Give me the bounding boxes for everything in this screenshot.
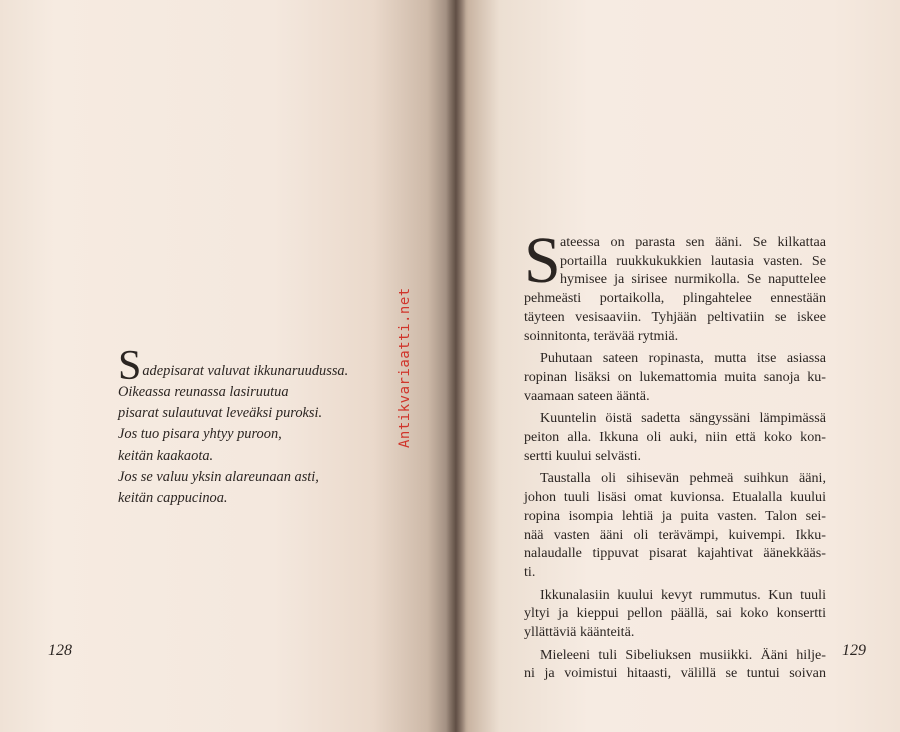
text-line: soinnitonta, terävää rytmiä.: [524, 327, 679, 344]
text-line: ropina isompia lehtiä ja puita vasten. Talon sei-: [524, 507, 826, 524]
text-line: hymisee ja sirisee nurmikolla. Se naputtelee: [560, 271, 826, 288]
poem-initial-letter: S: [118, 343, 142, 389]
text-line: Ikkunalasiin kuului kevyt rummutus. Kun tuuli: [540, 586, 826, 603]
text-line: ropinan lisäksi on lukemattomia muita sanoja ku-: [524, 368, 826, 385]
poem-line: Jos tuo pisara yhtyy puroon,: [118, 426, 282, 443]
text-line: Taustalla oli sihisevän pehmeä suihkun ääni,: [540, 470, 826, 487]
poem-line: keitän kaakaota.: [118, 447, 214, 464]
paragraph: [524, 469, 826, 581]
text-line: portailla ruukkukukkien lautasia vasten. Se: [560, 252, 826, 269]
drop-cap: S: [524, 224, 561, 297]
poem: [118, 343, 418, 509]
page-number-right: 129: [842, 642, 866, 659]
watermark: Antikvariaatti.net: [397, 287, 413, 448]
text-line: pehmeästi portaikolla, plingahtelee ennestään: [524, 290, 826, 307]
poem-line: Jos se valuu yksin alareunaan asti,: [118, 468, 319, 485]
paragraph: [524, 646, 826, 683]
paragraph: [524, 349, 826, 405]
book-spine: [446, 0, 466, 732]
prose-text: [524, 224, 826, 683]
text-line: ni ja voimistui hitaasti, välillä se tuntui soivan: [524, 665, 826, 682]
text-line: nalaudalle tippuvat pisarat kajahtivat äänekkääs-: [524, 545, 826, 562]
poem-line: Oikeassa reunassa lasiruutua: [118, 384, 289, 400]
first-paragraph: [524, 224, 826, 345]
text-line: peiton alla. Ikkuna oli auki, niin että koko kon-: [524, 429, 826, 446]
text-line: yllättäviä käänteitä.: [524, 624, 635, 641]
page-number-left: 128: [48, 642, 72, 659]
poem-first-line: [118, 343, 418, 389]
paragraph: [524, 409, 826, 465]
text-line: nää vasten ääni oli terävämpi, kuivempi. Ikku-: [524, 526, 826, 543]
text-line: yltyi ja kieppui pellon päällä, sai koko konsertti: [524, 605, 826, 622]
text-line: sertti kuului selvästi.: [524, 447, 642, 464]
text-line: Mieleeni tuli Sibeliuksen musiikki. Ääni hilje-: [540, 646, 826, 663]
poem-line: keitän cappucinoa.: [118, 490, 228, 507]
poem-line: adepisarat valuvat ikkunaruudussa.: [142, 362, 349, 379]
text-line: Kuuntelin öistä sadetta sängyssäni lämpimässä: [540, 410, 826, 427]
text-line: täyteen vesisaaviin. Tyhjään peltivatiin se iskee: [524, 308, 826, 325]
paragraph: [524, 586, 826, 642]
text-line: johon tuuli lisäsi omat kuvionsa. Etualalla kuului: [524, 489, 826, 506]
text-line: Puhutaan sateen ropinasta, mutta itse asiassa: [540, 350, 826, 367]
text-line: ateessa on parasta sen ääni. Se kilkattaa: [560, 234, 826, 250]
poem-line: pisarat sulautuvat leveäksi puroksi.: [118, 405, 323, 422]
text-line: ti.: [524, 563, 536, 580]
text-line: vaamaan sateen ääntä.: [524, 387, 650, 404]
